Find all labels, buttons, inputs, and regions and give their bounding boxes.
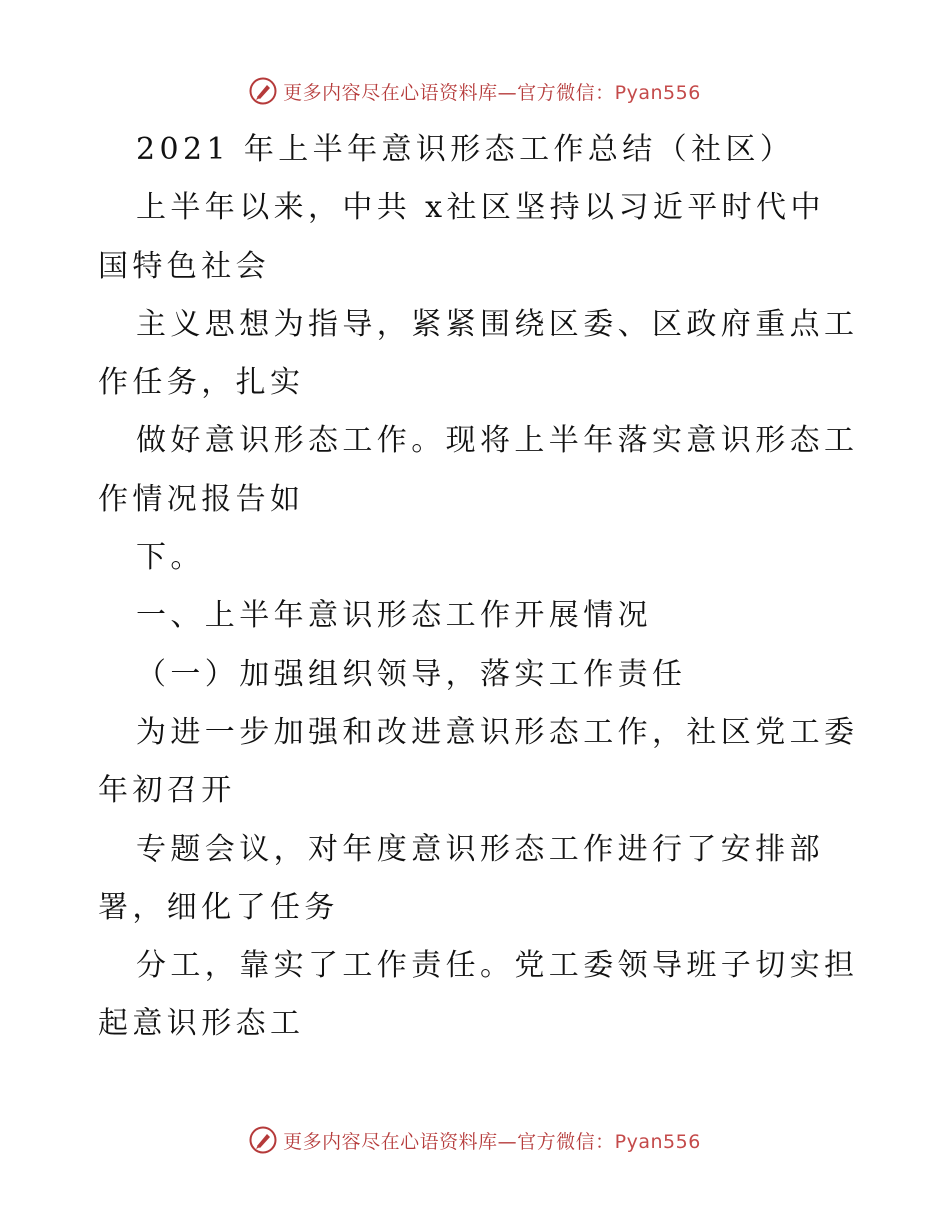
watermark-text: 更多内容尽在心语资料库—官方微信：Pyan556 [283,81,701,104]
paragraph-line: 作任务，扎实 [98,365,305,401]
watermark-account: Pyan556 [614,1130,701,1153]
paragraph-line: 署，细化了任务 [98,889,339,925]
watermark-footer [0,1123,950,1157]
pen-seal-logo-icon [249,1126,277,1154]
document-body [98,121,858,1054]
paragraph-line: 分工，靠实了工作责任。党工委领导班子切实担 [136,948,858,984]
paragraph-line: 专题会议，对年度意识形态工作进行了安排部 [136,831,824,867]
watermark-header [0,74,950,108]
watermark-text: 更多内容尽在心语资料库—官方微信：Pyan556 [283,1130,701,1153]
paragraph-line: 年初召开 [98,773,236,809]
section-heading: 一、上半年意识形态工作开展情况 [136,598,652,634]
paragraph-line: 主义思想为指导，紧紧围绕区委、区政府重点工 [136,306,858,342]
paragraph-line: 国特色社会 [98,248,270,284]
paragraph-line: 上半年以来，中共 x社区坚持以习近平时代中 [136,190,825,226]
paragraph-line: 下。 [136,540,205,576]
paragraph-line: 作情况报告如 [98,481,305,517]
watermark-account: Pyan556 [614,81,701,104]
subsection-heading: （一）加强组织领导，落实工作责任 [136,656,687,692]
paragraph-line: 起意识形态工 [98,1006,305,1042]
paragraph-line: 为进一步加强和改进意识形态工作，社区党工委 [136,714,858,750]
paragraph-line: 做好意识形态工作。现将上半年落实意识形态工 [136,423,858,459]
pen-seal-logo-icon [249,77,277,105]
document-title: 2021 年上半年意识形态工作总结（社区） [136,132,795,167]
